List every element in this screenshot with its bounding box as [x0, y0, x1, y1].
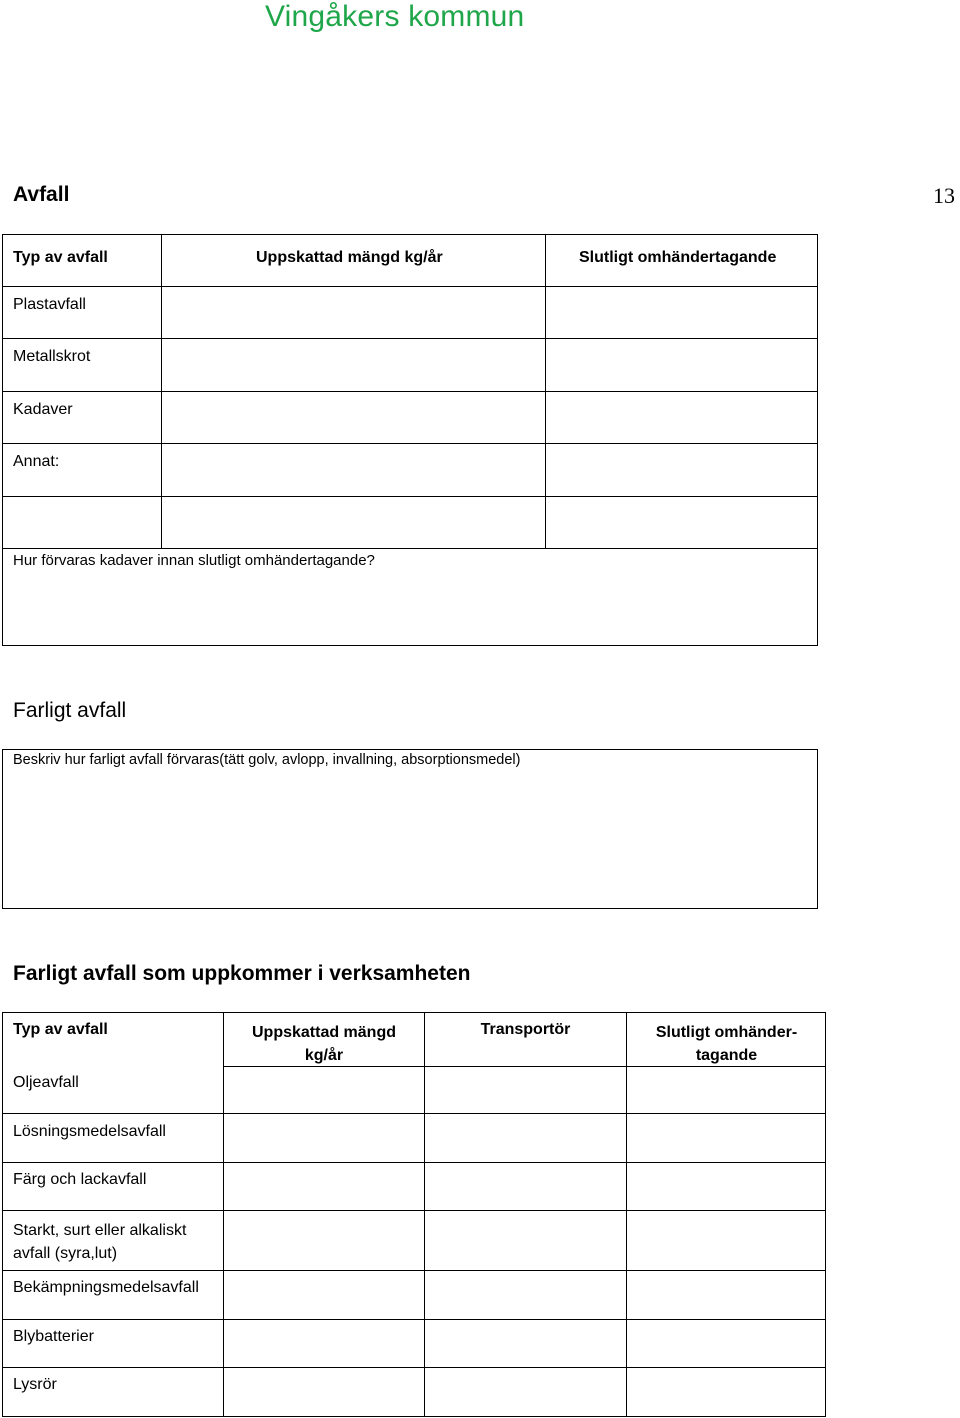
header-slutligt-omhandertagande: Slutligt omhändertagande: [579, 249, 777, 266]
input-extra-typ[interactable]: [2, 497, 161, 548]
row-label-annat: Annat:: [13, 453, 60, 470]
input-metallskrot-omhandertagande[interactable]: [546, 339, 818, 391]
row-label-bekampningsmedelsavfall: Bekämpningsmedelsavfall: [13, 1279, 199, 1296]
input-starkt-mangd[interactable]: [224, 1211, 424, 1270]
header-slutligt-line1: Slutligt omhänder-: [655, 1024, 798, 1041]
input-starkt-omhandertagande[interactable]: [627, 1211, 826, 1270]
header-uppskattad-mangd-line2: kg/år: [304, 1047, 344, 1064]
header-uppskattad-mangd-line1: Uppskattad mängd: [251, 1024, 396, 1041]
header-typ-av-avfall-2: Typ av avfall: [13, 1021, 108, 1038]
row-label-losningsmedelsavfall: Lösningsmedelsavfall: [13, 1123, 166, 1140]
section-title-avfall: Avfall: [13, 183, 70, 206]
input-farg-transportor[interactable]: [425, 1163, 626, 1210]
brand-title: Vingåkers kommun: [265, 0, 525, 33]
input-losningsmedel-mangd[interactable]: [224, 1114, 424, 1162]
kadaver-question-label: Hur förvaras kadaver innan slutligt omhändertagande?: [13, 552, 375, 569]
section-title-farligt-avfall: Farligt avfall: [13, 699, 127, 722]
input-blybatterier-omhandertagande[interactable]: [627, 1320, 826, 1367]
farligt-storage-label: Beskriv hur farligt avfall förvaras(tätt golv, avlopp, invallning, absorptionsmedel): [13, 752, 521, 768]
header-slutligt-omhandertagande-2: [627, 1021, 826, 1067]
header-typ-av-avfall: Typ av avfall: [13, 249, 108, 266]
input-blybatterier-transportor[interactable]: [425, 1320, 626, 1367]
row-label-blybatterier: Blybatterier: [13, 1328, 94, 1345]
input-extra-mangd[interactable]: [162, 497, 545, 548]
row-label-farg-och-lackavfall: Färg och lackavfall: [13, 1171, 147, 1188]
input-starkt-transportor[interactable]: [425, 1211, 626, 1270]
header-uppskattad-mangd-2: [224, 1021, 424, 1067]
header-uppskattad-mangd: Uppskattad mängd kg/år: [256, 249, 443, 266]
row-label-metallskrot: Metallskrot: [13, 348, 91, 365]
row-label-plastavfall: Plastavfall: [13, 296, 86, 313]
input-annat-omhandertagande[interactable]: [546, 444, 818, 496]
page-number: 13: [933, 183, 955, 208]
row-label-lysror: Lysrör: [13, 1376, 57, 1393]
input-lysror-transportor[interactable]: [425, 1368, 626, 1416]
avfall-table: [2, 234, 818, 646]
section-title-farligt-uppkommer: Farligt avfall som uppkommer i verksamheten: [13, 962, 471, 985]
row-label-starkt-surt: [13, 1219, 186, 1265]
input-blybatterier-mangd[interactable]: [224, 1320, 424, 1367]
kadaver-question-answer[interactable]: [3, 574, 817, 644]
input-losningsmedel-omhandertagande[interactable]: [627, 1114, 826, 1162]
input-bekampning-transportor[interactable]: [425, 1271, 626, 1319]
input-kadaver-omhandertagande[interactable]: [546, 392, 818, 443]
input-bekampning-omhandertagande[interactable]: [627, 1271, 826, 1319]
farligt-storage-answer[interactable]: [3, 775, 817, 907]
input-oljeavfall-mangd[interactable]: [224, 1067, 424, 1113]
farligt-uppkommer-table: [2, 1012, 826, 1417]
input-plastavfall-mangd[interactable]: [162, 287, 545, 338]
input-farg-mangd[interactable]: [224, 1163, 424, 1210]
input-bekampning-mangd[interactable]: [224, 1271, 424, 1319]
row-label-kadaver: Kadaver: [13, 401, 73, 418]
input-oljeavfall-transportor[interactable]: [425, 1067, 626, 1113]
input-farg-omhandertagande[interactable]: [627, 1163, 826, 1210]
header-slutligt-line2: tagande: [695, 1047, 758, 1064]
input-metallskrot-mangd[interactable]: [162, 339, 545, 391]
input-oljeavfall-omhandertagande[interactable]: [627, 1067, 826, 1113]
input-kadaver-mangd[interactable]: [162, 392, 545, 443]
input-annat-mangd[interactable]: [162, 444, 545, 496]
input-extra-omhandertagande[interactable]: [546, 497, 818, 548]
input-lysror-omhandertagande[interactable]: [627, 1368, 826, 1416]
input-lysror-mangd[interactable]: [224, 1368, 424, 1416]
farligt-storage-box: [2, 749, 818, 909]
row-label-oljeavfall: Oljeavfall: [13, 1074, 79, 1091]
input-plastavfall-omhandertagande[interactable]: [546, 287, 818, 338]
row-label-starkt-surt-line1: Starkt, surt eller alkaliskt: [13, 1222, 187, 1239]
row-label-starkt-surt-line2: avfall (syra,lut): [13, 1245, 118, 1262]
input-losningsmedel-transportor[interactable]: [425, 1114, 626, 1162]
header-transportor: Transportör: [480, 1021, 571, 1038]
